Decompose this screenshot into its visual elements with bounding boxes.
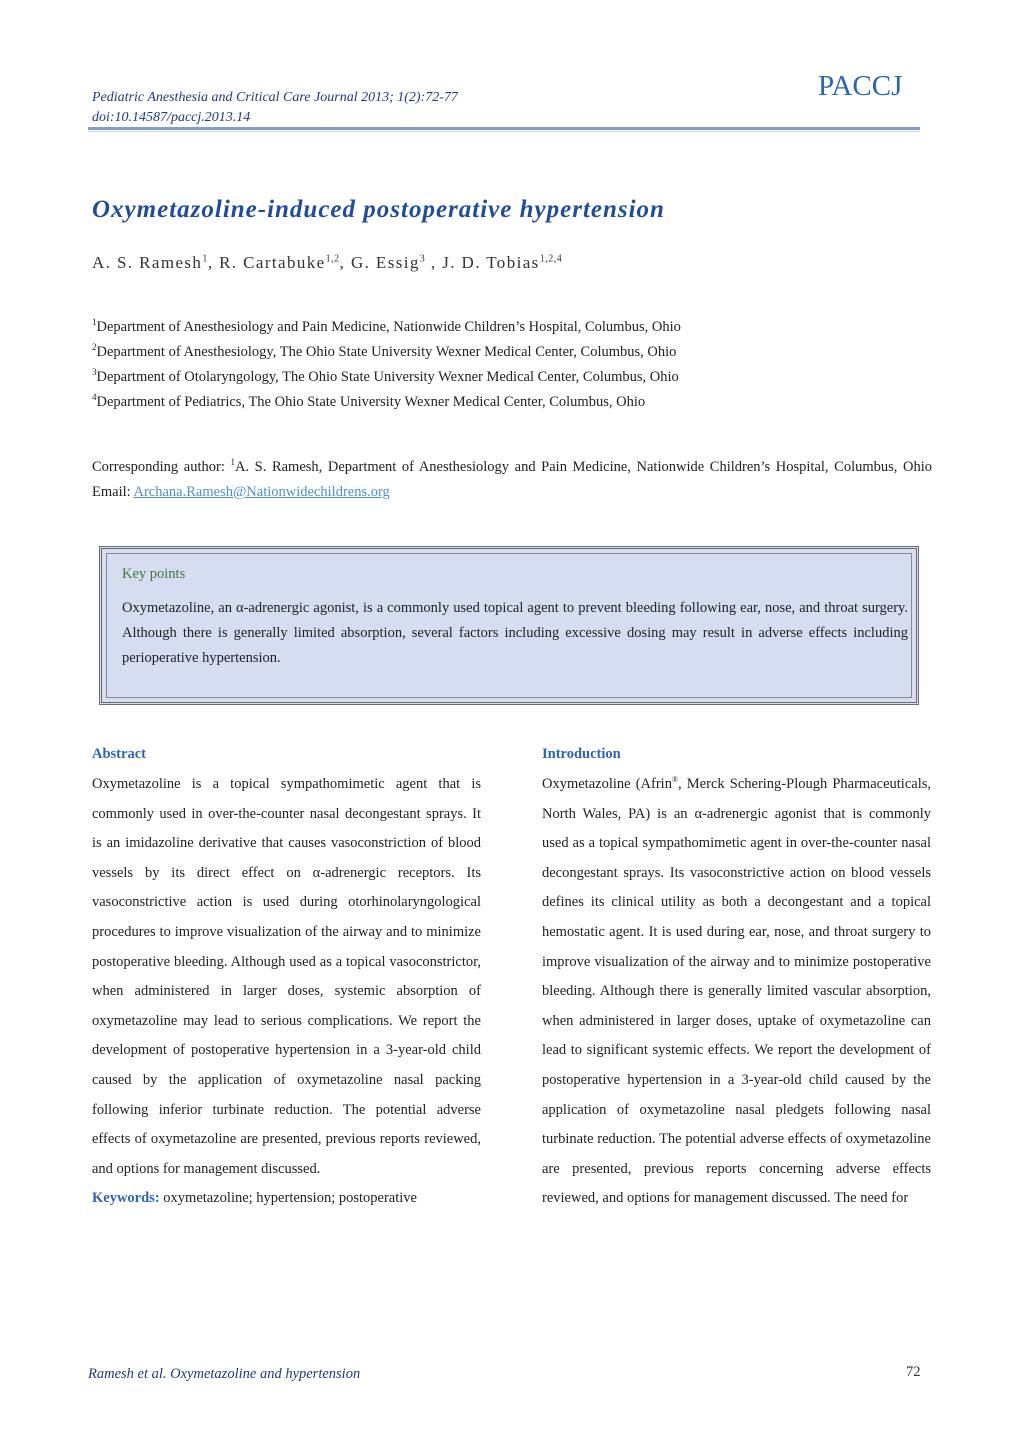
affiliation-text: Department of Otolaryngology, The Ohio State University Wexner Medical Center, Columbus, Ohio xyxy=(96,368,679,385)
abstract-heading: Abstract xyxy=(92,746,146,762)
journal-logo: PACCJ xyxy=(818,70,903,102)
journal-citation xyxy=(92,88,458,128)
affiliation-text: Department of Anesthesiology and Pain Medicine, Nationwide Children’s Hospital, Columbus, Ohio xyxy=(96,318,681,335)
doi-line: doi:10.14587/paccj.2013.14 xyxy=(92,110,251,125)
affiliation-item xyxy=(92,317,681,336)
key-points-title: Key points xyxy=(122,566,186,582)
key-points-box xyxy=(99,546,919,705)
affiliation-item xyxy=(92,392,645,411)
author-affiliation-ref: 3 xyxy=(419,253,426,265)
affiliation-number: 4 xyxy=(92,392,97,402)
author-list: A. S. Ramesh$^1$, R. Cartabuke$^{1,2}$, G. Essig$^3$ , J. D. Tobias$^{1,2,4}$ xyxy=(92,253,563,272)
corresponding-text: A. S. Ramesh, Department of Anesthesiology and Pain Medicine, Nationwide Children’s Hospital, Columbus, Ohio Email: xyxy=(92,458,932,500)
affiliation-number: 3 xyxy=(92,367,97,377)
author-affiliation-ref: 1,2,4 xyxy=(539,253,563,265)
introduction-body xyxy=(542,770,931,1214)
introduction-text-rest: , Merck Schering-Plough Pharmaceuticals, North Wales, PA) is an α-adrenergic agonist that is commonly used as a topical sympathomimetic agent in over-the-counter nasal decongestant sprays. Its vasoconstrictive action on blood vessels defines its clinical utility as both a decongestant and a topical hemostatic agent. It is used during ear, nose, and throat surgery to improve visualization of the airway and to minimize postoperative bleeding. Although there is generally limited vascular absorption, when administered in larger doses, uptake of oxymetazoline can lead to significant systemic effects. We report the development of postoperative hypertension in a 3-year-old child caused by the application of oxymetazoline nasal pledgets following nasal turbinate reduction. The potential adverse effects of oxymetazoline are presented, previous reports concerning adverse effects reviewed, and options for management discussed. The need for xyxy=(542,776,931,1207)
corresponding-author xyxy=(92,450,932,505)
affiliation-number: 2 xyxy=(92,342,97,352)
affiliation-number: 1 xyxy=(92,317,97,327)
page-number: 72 xyxy=(906,1364,921,1380)
affiliation-item xyxy=(92,342,676,361)
author-name: J. D. Tobias xyxy=(442,253,540,272)
author-affiliation-ref: 1,2 xyxy=(325,253,340,265)
affiliation-item xyxy=(92,367,679,386)
running-footer: Ramesh et al. Oxymetazoline and hypertension xyxy=(88,1366,361,1382)
registered-mark: ® xyxy=(671,775,679,785)
author-name: A. S. Ramesh xyxy=(92,253,203,272)
author-name: R. Cartabuke xyxy=(219,253,326,272)
author-affiliation-ref: 1 xyxy=(202,253,208,265)
corresponding-affiliation-ref: 1 xyxy=(230,457,235,467)
key-points-inner-frame xyxy=(106,553,912,698)
abstract-body xyxy=(92,770,481,1214)
abstract-text: Oxymetazoline is a topical sympathomimetic agent that is commonly used in over-the-counter nasal decongestant sprays. It is an imidazoline derivative that causes vasoconstriction of blood vessels by its direct effect on α-adrenergic receptors. Its vasoconstrictive action is used during otorhinolaryngological procedures to improve visualization of the airway and to minimize postoperative bleeding. Although used as a topical vasoconstrictor, when administered in larger doses, systemic absorption of oxymetazoline may lead to serious complications. We report the development of postoperative hypertension in a 3-year-old child caused by the application of oxymetazoline nasal packing following inferior turbinate reduction. The potential adverse effects of oxymetazoline are presented, previous reports reviewed, and options for management discussed. xyxy=(92,776,481,1177)
header-divider xyxy=(88,127,920,130)
introduction-heading: Introduction xyxy=(542,746,621,762)
introduction-text-start: Oxymetazoline (Afrin xyxy=(542,776,672,792)
article-title: Oxymetazoline-induced postoperative hypertension xyxy=(92,196,665,223)
journal-line: Pediatric Anesthesia and Critical Care Journal 2013; 1(2):72-77 xyxy=(92,90,458,105)
corresponding-label: Corresponding author: xyxy=(92,458,225,475)
affiliation-text: Department of Pediatrics, The Ohio State University Wexner Medical Center, Columbus, Ohio xyxy=(96,393,646,410)
corresponding-email-link[interactable]: Archana.Ramesh@Nationwidechildrens.org xyxy=(133,483,390,500)
keywords-text: oxymetazoline; hypertension; postoperative xyxy=(163,1190,417,1207)
affiliation-text: Department of Anesthesiology, The Ohio State University Wexner Medical Center, Columbus, Ohio xyxy=(96,343,677,360)
author-name: G. Essig xyxy=(350,253,420,272)
header-divider-shadow xyxy=(88,131,920,132)
key-points-text: Oxymetazoline, an α-adrenergic agonist, is a commonly used topical agent to prevent bleeding following ear, nose, and throat surgery. Although there is generally limited absorption, several factors including excessive dosing may result in adverse effects including perioperative hypertension. xyxy=(122,600,908,666)
keywords-label: Keywords: xyxy=(92,1190,160,1207)
